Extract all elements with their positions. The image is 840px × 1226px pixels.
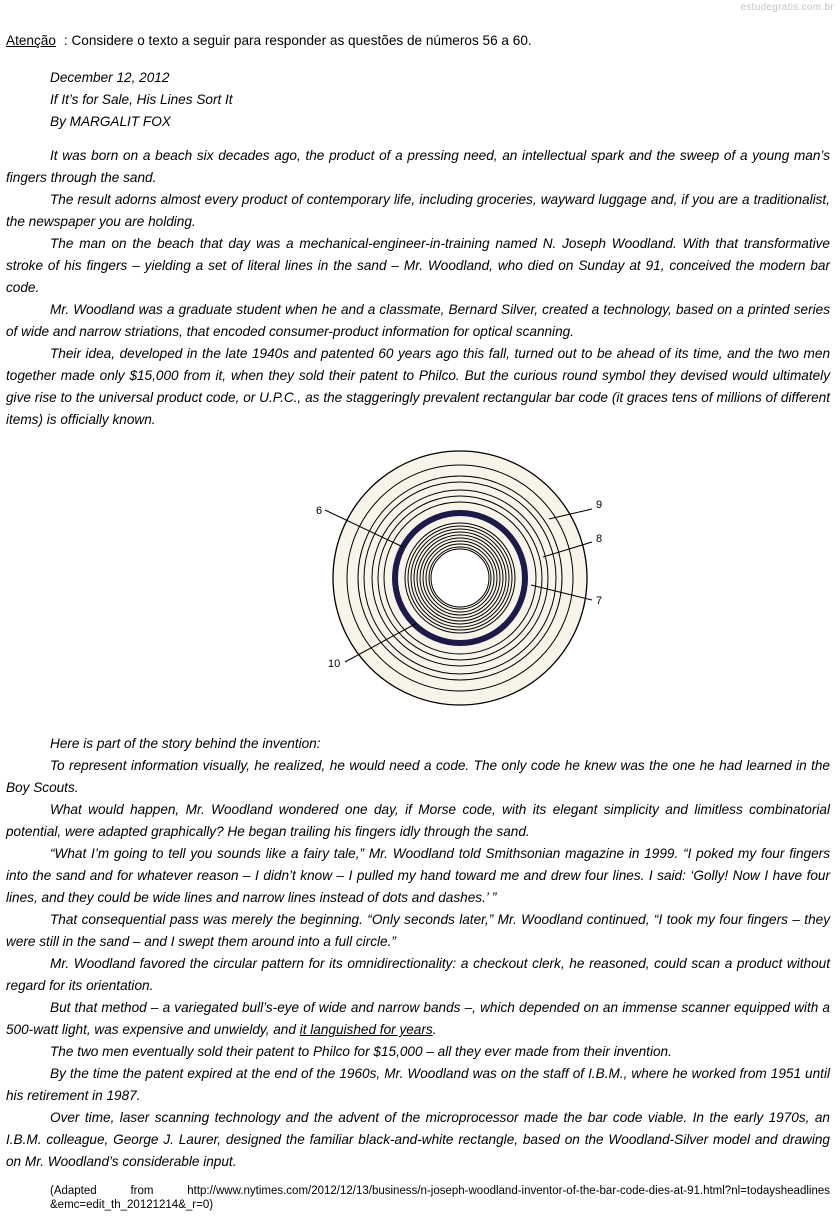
article-date: December 12, 2012 <box>50 70 170 85</box>
article-body-bottom <box>6 733 830 1173</box>
underlined-phrase: it languished for years <box>299 1022 433 1037</box>
method-end: . <box>432 1022 437 1037</box>
watermark: estudegratis.com.br <box>740 2 834 13</box>
paragraph: The result adorns almost every product of contemporary life, including groceries, wayward luggage and, if you are a traditionalist, the newspaper you are holding. <box>6 192 830 229</box>
attention-line: Atenção : Considere o texto a seguir para responder as questões de números 56 a 60. <box>6 33 532 48</box>
attention-label: Atenção <box>6 33 56 48</box>
paragraph: What would happen, Mr. Woodland wondered one day, if Morse code, with its elegant simplicity and limitless combinatorial potential, were adapted graphically? He began trailing his fingers idly through the sand. <box>6 802 830 839</box>
callout-8: 8 <box>596 533 603 545</box>
paragraph: Here is part of the story behind the invention: <box>50 736 321 751</box>
paragraph: It was born on a beach six decades ago, the product of a pressing need, an intellectual spark and the sweep of a young man’s fingers through the sand. <box>6 148 830 185</box>
paragraph: Mr. Woodland was a graduate student when he and a classmate, Bernard Silver, created a technology, based on a printed series of wide and narrow striations, that encoded consumer-product information for optical scanning. <box>6 302 830 339</box>
paragraph: The man on the beach that day was a mechanical-engineer-in-training named N. Joseph Woodland. With that transformative stroke of his fingers – yielding a set of literal lines in the sand – Mr. Woodland, who died on Sunday at 91, conceived the modern bar code. <box>6 236 830 295</box>
paragraph: Their idea, developed in the late 1940s and patented 60 years ago this fall, turned out to be ahead of its time, and the two men together made only $15,000 from it, when they sold their patent to Philco. But the curious round symbol they devised would ultimately give rise to the universal product code, or U.P.C., as the staggeringly prevalent rectangular bar code (it graces tens of millions of different items) is officially known. <box>6 346 830 427</box>
bullseye-diagram <box>300 445 620 715</box>
paragraph: That consequential pass was merely the beginning. “Only seconds later,” Mr. Woodland continued, “I took my four fingers – they were still in the sand – and I swept them around into a full circle.” <box>6 912 830 949</box>
paragraph <box>6 997 830 1041</box>
callout-10: 10 <box>328 658 341 670</box>
bullseye-rings <box>333 451 587 705</box>
paragraph: “What I’m going to tell you sounds like a fairy tale,” Mr. Woodland told Smithsonian magazine in 1999. “I poked my four fingers into the sand and for whatever reason – I didn’t know – I pulled my hand toward me and drew four lines. I said: ‘Golly! Now I have four lines, and they could be wide lines and narrow lines instead of dots and dashes.’ ” <box>6 846 830 905</box>
source-citation: (Adapted from http://www.nytimes.com/2012/12/13/business/n-joseph-woodland-inventor-of-the-bar-code-dies-at-91.html?nl=todaysheadlines &emc=edit_th_20121214&_r=0) <box>50 1185 830 1211</box>
attention-text: Considere o texto a seguir para responder as questões de números 56 a 60. <box>71 33 532 48</box>
paragraph: The two men eventually sold their patent to Philco for $15,000 – all they ever made from their invention. <box>50 1044 672 1059</box>
callout-9: 9 <box>596 499 603 511</box>
callout-6: 6 <box>316 505 323 517</box>
article-header <box>50 67 233 133</box>
paragraph: Mr. Woodland favored the circular pattern for its omnidirectionality: a checkout clerk, he reasoned, could scan a product without regard for its orientation. <box>6 956 830 993</box>
article-byline: By MARGALIT FOX <box>50 114 171 129</box>
method-text: But that method – a variegated bull’s-eye of wide and narrow bands –, which depended on an immense scanner equipped with a 500-watt light, was expensive and unwieldy, and <box>6 1000 830 1037</box>
article-title: If It’s for Sale, His Lines Sort It <box>50 92 233 107</box>
paragraph: To represent information visually, he realized, he would need a code. The only code he knew was the one he had learned in the Boy Scouts. <box>6 758 830 795</box>
callout-7: 7 <box>596 595 603 607</box>
paragraph: By the time the patent expired at the end of the 1960s, Mr. Woodland was on the staff of I.B.M., where he worked from 1951 until his retirement in 1987. <box>6 1066 830 1103</box>
article-body-top <box>6 145 830 431</box>
paragraph: Over time, laser scanning technology and the advent of the microprocessor made the bar code viable. In the early 1970s, an I.B.M. colleague, George J. Laurer, designed the familiar black-and-white rectangle, based on the Woodland-Silver model and drawing on Mr. Woodland’s considerable input. <box>6 1110 830 1169</box>
bullseye-figure <box>300 445 620 715</box>
